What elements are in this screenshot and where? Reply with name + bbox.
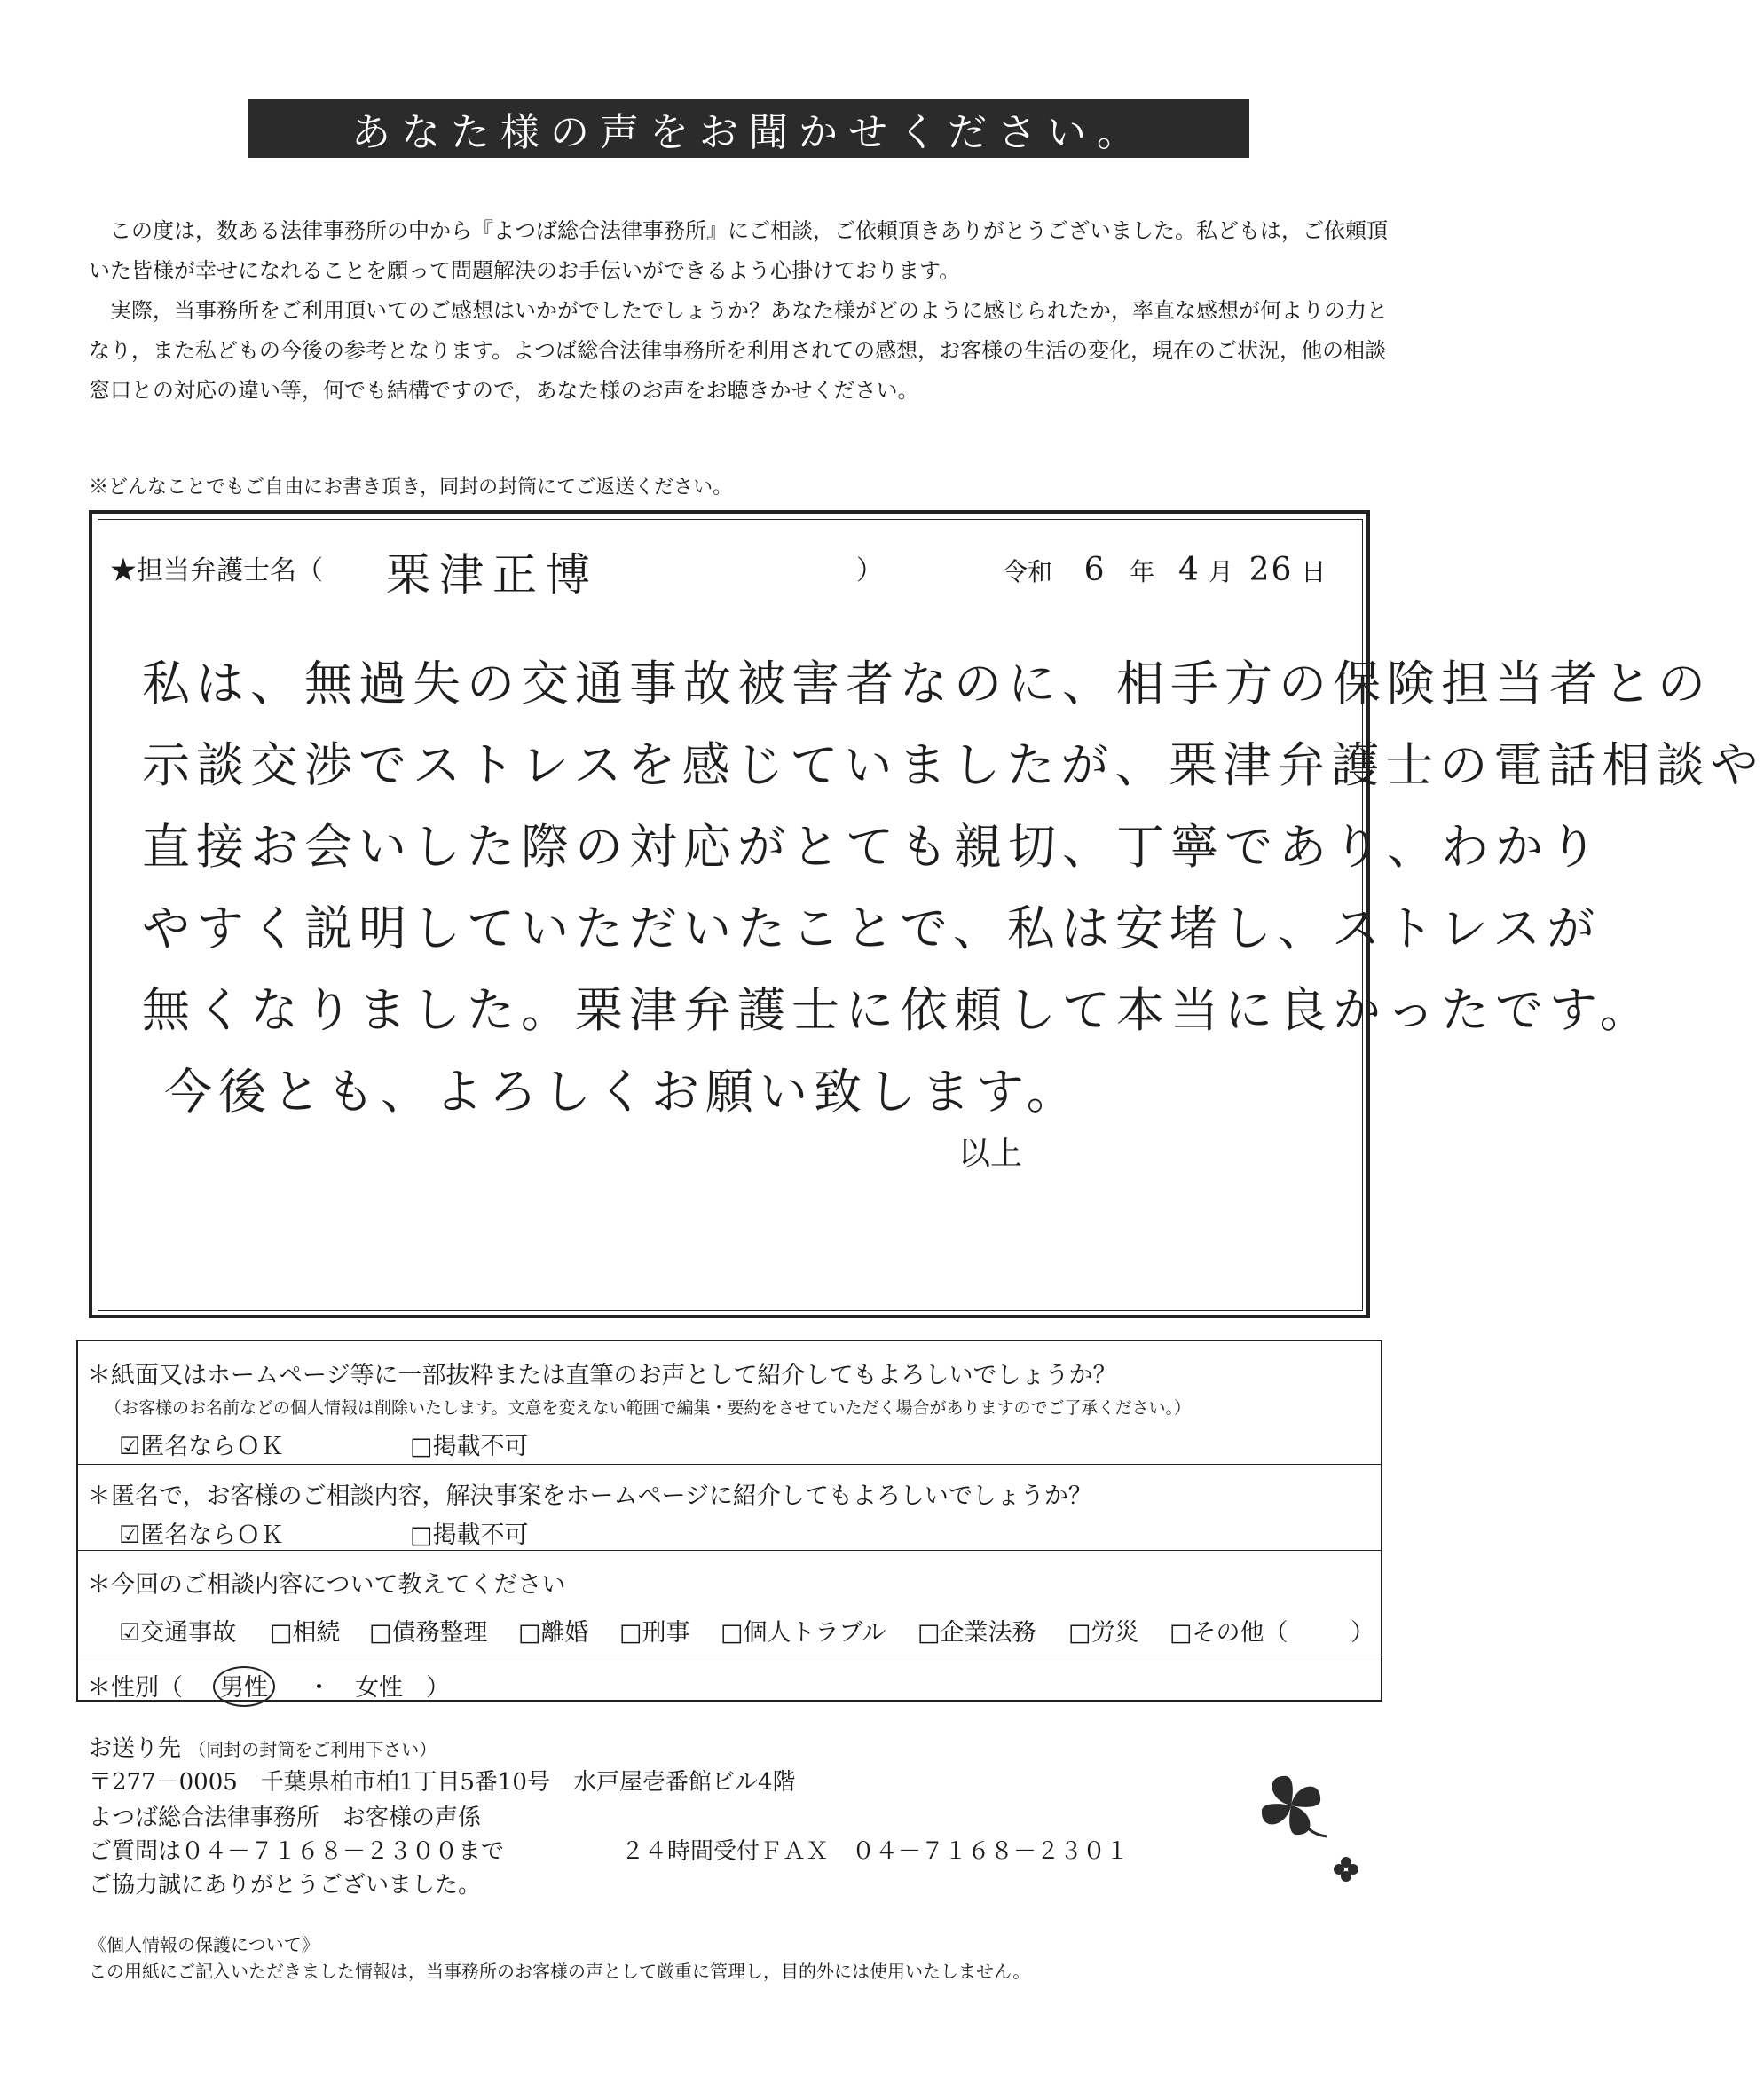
comment-line-3: 直接お会いした際の対応がとても親切、丁寧であり、わかり [142, 819, 1603, 875]
intro-paragraph-2: 実際，当事務所をご利用頂いてのご感想はいかがでしたでしょうか？あなた様がどのように感じられたか，率直な感想が何よりの力となり，また私どもの今後の参考となります。よつば総合法律事務所を利用されての感想，お客様の生活の変化，現在のご状況，他の相談窓口との対応の違い等，何でも結構ですので，あなた様のお声をお聴きかせください。 [89, 298, 1388, 403]
clover-svg [1251, 1765, 1331, 1845]
lawyer-name-close-paren: ） [856, 555, 883, 586]
privacy-title: 《個人情報の保護について》 [89, 1934, 319, 1955]
q2-option-no-publish[interactable]: □掲載不可 [410, 1522, 529, 1549]
fax-line: ２４時間受付ＦＡＸ ０４－７１６８－２３０１ [621, 1838, 1130, 1865]
survey-divider-1 [76, 1464, 1381, 1465]
q2-option-anonymous-ok[interactable]: ☑匿名ならＯＫ [119, 1522, 285, 1549]
q3-option-other[interactable]: □その他（ [1169, 1619, 1288, 1647]
page-title: あなた様の声をお聞かせください。 [248, 99, 1249, 158]
small-clover-svg [1331, 1854, 1361, 1884]
lawyer-name-label: ★担当弁護士名（ [110, 555, 323, 586]
comment-line-4: やすく説明していただいたことで、私は安堵し、ストレスが [142, 900, 1602, 956]
gender-close: ） [426, 1674, 450, 1702]
q3-option-inheritance[interactable]: □相続 [270, 1619, 341, 1647]
q3-option-divorce[interactable]: □離婚 [518, 1619, 589, 1647]
gender-male[interactable]: 男性 [220, 1674, 268, 1702]
date-era: 令和 [1003, 557, 1053, 586]
office-name: よつば総合法律事務所 お客様の声係 [89, 1805, 482, 1831]
date-month-unit: 月 [1208, 557, 1233, 586]
gender-male-circle-mark [213, 1666, 275, 1707]
intro-paragraph-1: この度は，数ある法律事務所の中から『よつば総合法律事務所』にご相談，ご依頼頂きありがとうございました。私どもは，ご依頼頂いた皆様が幸せになれることを願って問題解決のお手伝いができるよう心掛けております。 [89, 218, 1388, 283]
gender-female[interactable]: 女性 [355, 1674, 403, 1702]
date-day-unit: 日 [1301, 557, 1327, 586]
q3-option-personal-trouble[interactable]: □個人トラブル [721, 1619, 886, 1647]
q1-option-anonymous-ok[interactable]: ☑匿名ならＯＫ [119, 1433, 285, 1460]
clover-logo-icon [1251, 1765, 1331, 1845]
q3-option-corporate[interactable]: □企業法務 [917, 1619, 1036, 1647]
q3-option-criminal[interactable]: □刑事 [619, 1619, 690, 1647]
survey-question-2: ＊匿名で，お客様のご相談内容，解決事案をホームページに紹介してもよろしいでしょうか？ [87, 1482, 1092, 1510]
gender-label: ＊性別（ [87, 1674, 183, 1702]
privacy-text: この用紙にご記入いただきました情報は，当事務所のお客様の声として厳重に管理し，目的外には使用いたしません。 [89, 1961, 1031, 1982]
q3-option-labor-accident[interactable]: □労災 [1068, 1619, 1139, 1647]
intro-text [89, 211, 1393, 411]
send-to-label: お送り先 [89, 1735, 182, 1762]
comment-line-5: 無くなりました。栗津弁護士に依頼して本当に良かったです。 [142, 982, 1654, 1038]
date-day: 26 [1248, 552, 1294, 588]
survey-divider-2 [76, 1550, 1381, 1551]
date-year-unit: 年 [1130, 557, 1155, 586]
comment-line-1: 私は、無過失の交通事故被害者なのに、相手方の保険担当者との [142, 656, 1712, 712]
comment-line-6: 今後とも、よろしくお願い致します。 [164, 1064, 1081, 1120]
date-row [1003, 552, 1326, 588]
phone-line: ご質問は０４－７１６８－２３００まで [89, 1838, 505, 1865]
thanks-line: ご協力誠にありがとうございました。 [89, 1872, 482, 1899]
q3-option-traffic-accident[interactable]: ☑交通事故 [119, 1619, 237, 1647]
gender-separator: ・ [307, 1674, 331, 1702]
send-to-note: （同封の封筒をご利用下さい） [188, 1739, 437, 1760]
lawyer-name-handwritten: 栗津正博 [386, 549, 599, 601]
small-clover-icon [1331, 1854, 1361, 1884]
q3-option-debt[interactable]: □債務整理 [369, 1619, 488, 1647]
survey-question-3: ＊今回のご相談内容について教えてください [87, 1571, 566, 1599]
survey-question-1: ＊紙面又はホームページ等に一部抜粋または直筆のお声として紹介してもよろしいでしょうか？ [87, 1362, 1117, 1389]
q3-option-other-close: ） [1351, 1619, 1374, 1647]
q1-option-no-publish[interactable]: □掲載不可 [410, 1433, 529, 1460]
send-to-line [89, 1730, 437, 1763]
address: 〒277－0005 千葉県柏市柏1丁目5番10号 水戸屋壱番館ビル4階 [89, 1769, 796, 1796]
comment-signoff: 以上 [958, 1136, 1023, 1172]
instruction-note: ※どんなことでもご自由にお書き頂き，同封の封筒にてご返送ください。 [89, 476, 733, 499]
date-year: 6 [1083, 552, 1106, 588]
comment-line-2: 示談交渉でストレスを感じていましたが、栗津弁護士の電話相談や [142, 737, 1764, 793]
date-month: 4 [1177, 552, 1201, 588]
survey-question-1-note: （お客様のお名前などの個人情報は削除いたします。文意を変えない範囲で編集・要約をさせていただく場合がありますのでご了承ください。） [105, 1398, 1191, 1418]
